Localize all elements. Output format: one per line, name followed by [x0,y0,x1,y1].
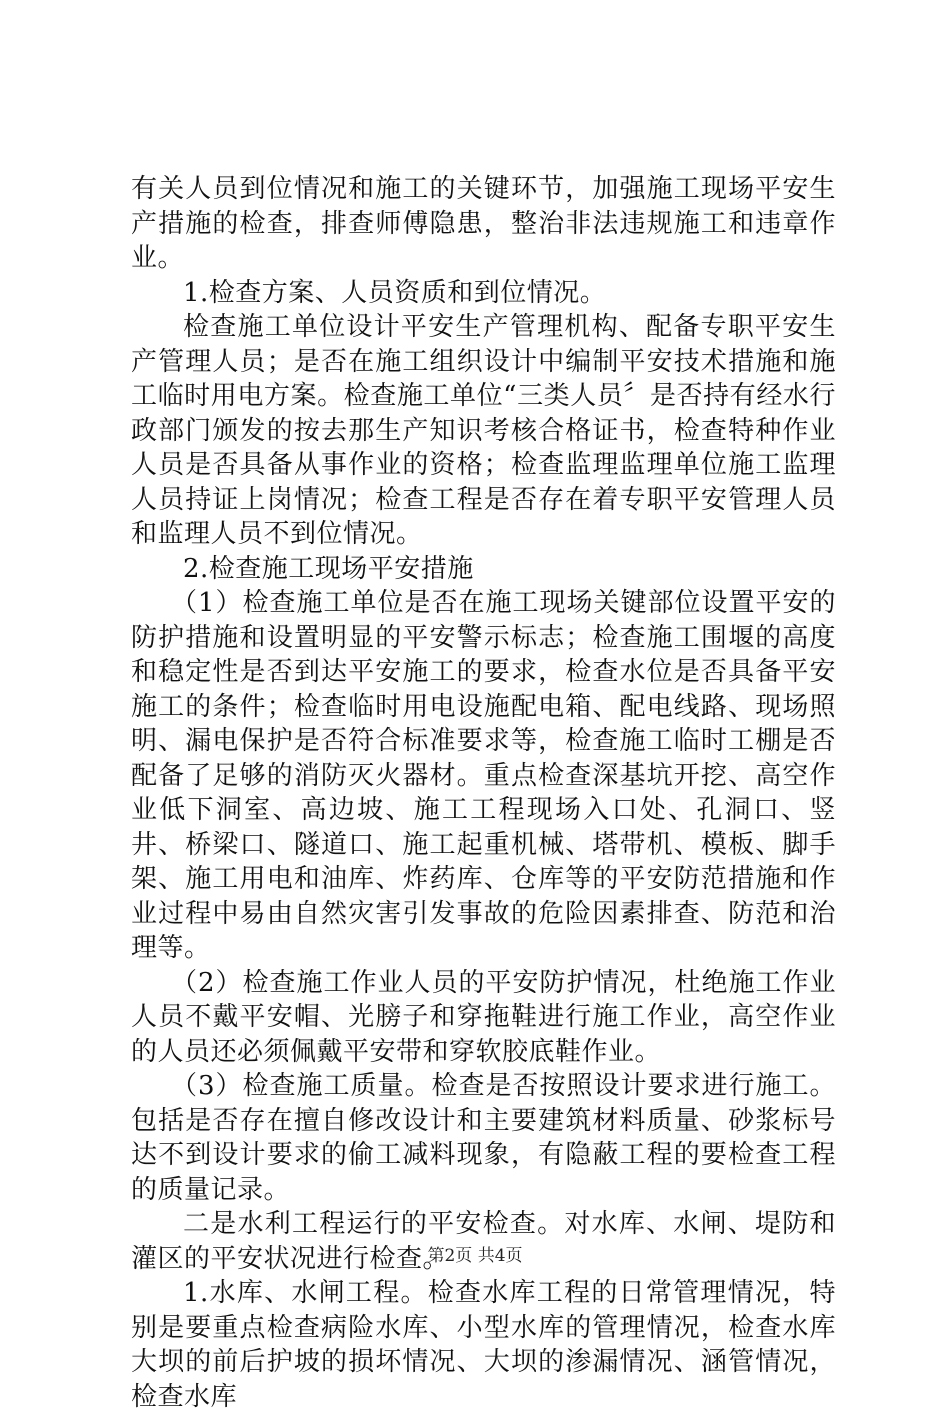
paragraph-operation-inspection: 二是水利工程运行的平安检查。对水库、水闸、堤防和灌区的平安状况进行检查。 [131,1209,836,1274]
heading-site-safety-measures: 2.检查施工现场平安措施 [183,553,474,584]
paragraph-item-1: （1）检查施工单位是否在施工现场关键部位设置平安的防护措施和设置明显的平安警示标志；检查施工围堰的高度和稳定性是否到达平安施工的要求，检查水位是否具备平安施工的条件；检查临时用电设施配电箱、配电线路、现场照明、漏电保护是否符合标准要求等，检查施工临时工棚是否配备了足够的消防灭火器材。重点检查深基坑开挖、高空作业低下洞室、高边坡、施工工程现场入口处、孔洞口、竖井、桥梁口、隧道口、施工起重机械、塔带机、模板、脚手架、施工用电和油库、炸药库、仓库等的平安防范措施和作业过程中易由自然灾害引发事故的危险因素排查、防范和治理等。 [131,588,836,963]
paragraph-reservoir-sluice: 1.水库、水闸工程。检查水库工程的日常管理情况，特别是要重点检查病险水库、小型水库的管理情况，检查水库大坝的前后护坡的损坏情况、大坝的渗漏情况、涵管情况，检查水库 [131,1278,836,1412]
page-footer: 第2页 共4页 [427,1246,523,1266]
paragraph-continuation: 有关人员到位情况和施工的关键环节，加强施工现场平安生产措施的检查，排查师傅隐患，整治非法违规施工和违章作业。 [131,174,836,273]
document-body [131,172,836,1414]
paragraph-item-3: （3）检查施工质量。检查是否按照设计要求进行施工。包括是否存在擅自修改设计和主要建筑材料质量、砂浆标号达不到设计要求的偷工减料现象，有隐蔽工程的要检查工程的质量记录。 [131,1071,836,1205]
paragraph-item-2: （2）检查施工作业人员的平安防护情况，杜绝施工作业人员不戴平安帽、光膀子和穿拖鞋进行施工作业，高空作业的人员还必须佩戴平安带和穿软胶底鞋作业。 [131,967,836,1067]
heading-inspection-plan: 1.检查方案、人员资质和到位情况。 [183,277,607,308]
paragraph-inspection-plan: 检查施工单位设计平安生产管理机构、配备专职平安生产管理人员；是否在施工组织设计中编制平安技术措施和施工临时用电方案。检查施工单位“三类人员〞是否持有经水行政部门颁发的按去那生产知识考核合格证书，检查特种作业人员是否具备从事作业的资格；检查监理监理单位施工监理人员持证上岗情况；检查工程是否存在着专职平安管理人员和监理人员不到位情况。 [131,312,836,549]
